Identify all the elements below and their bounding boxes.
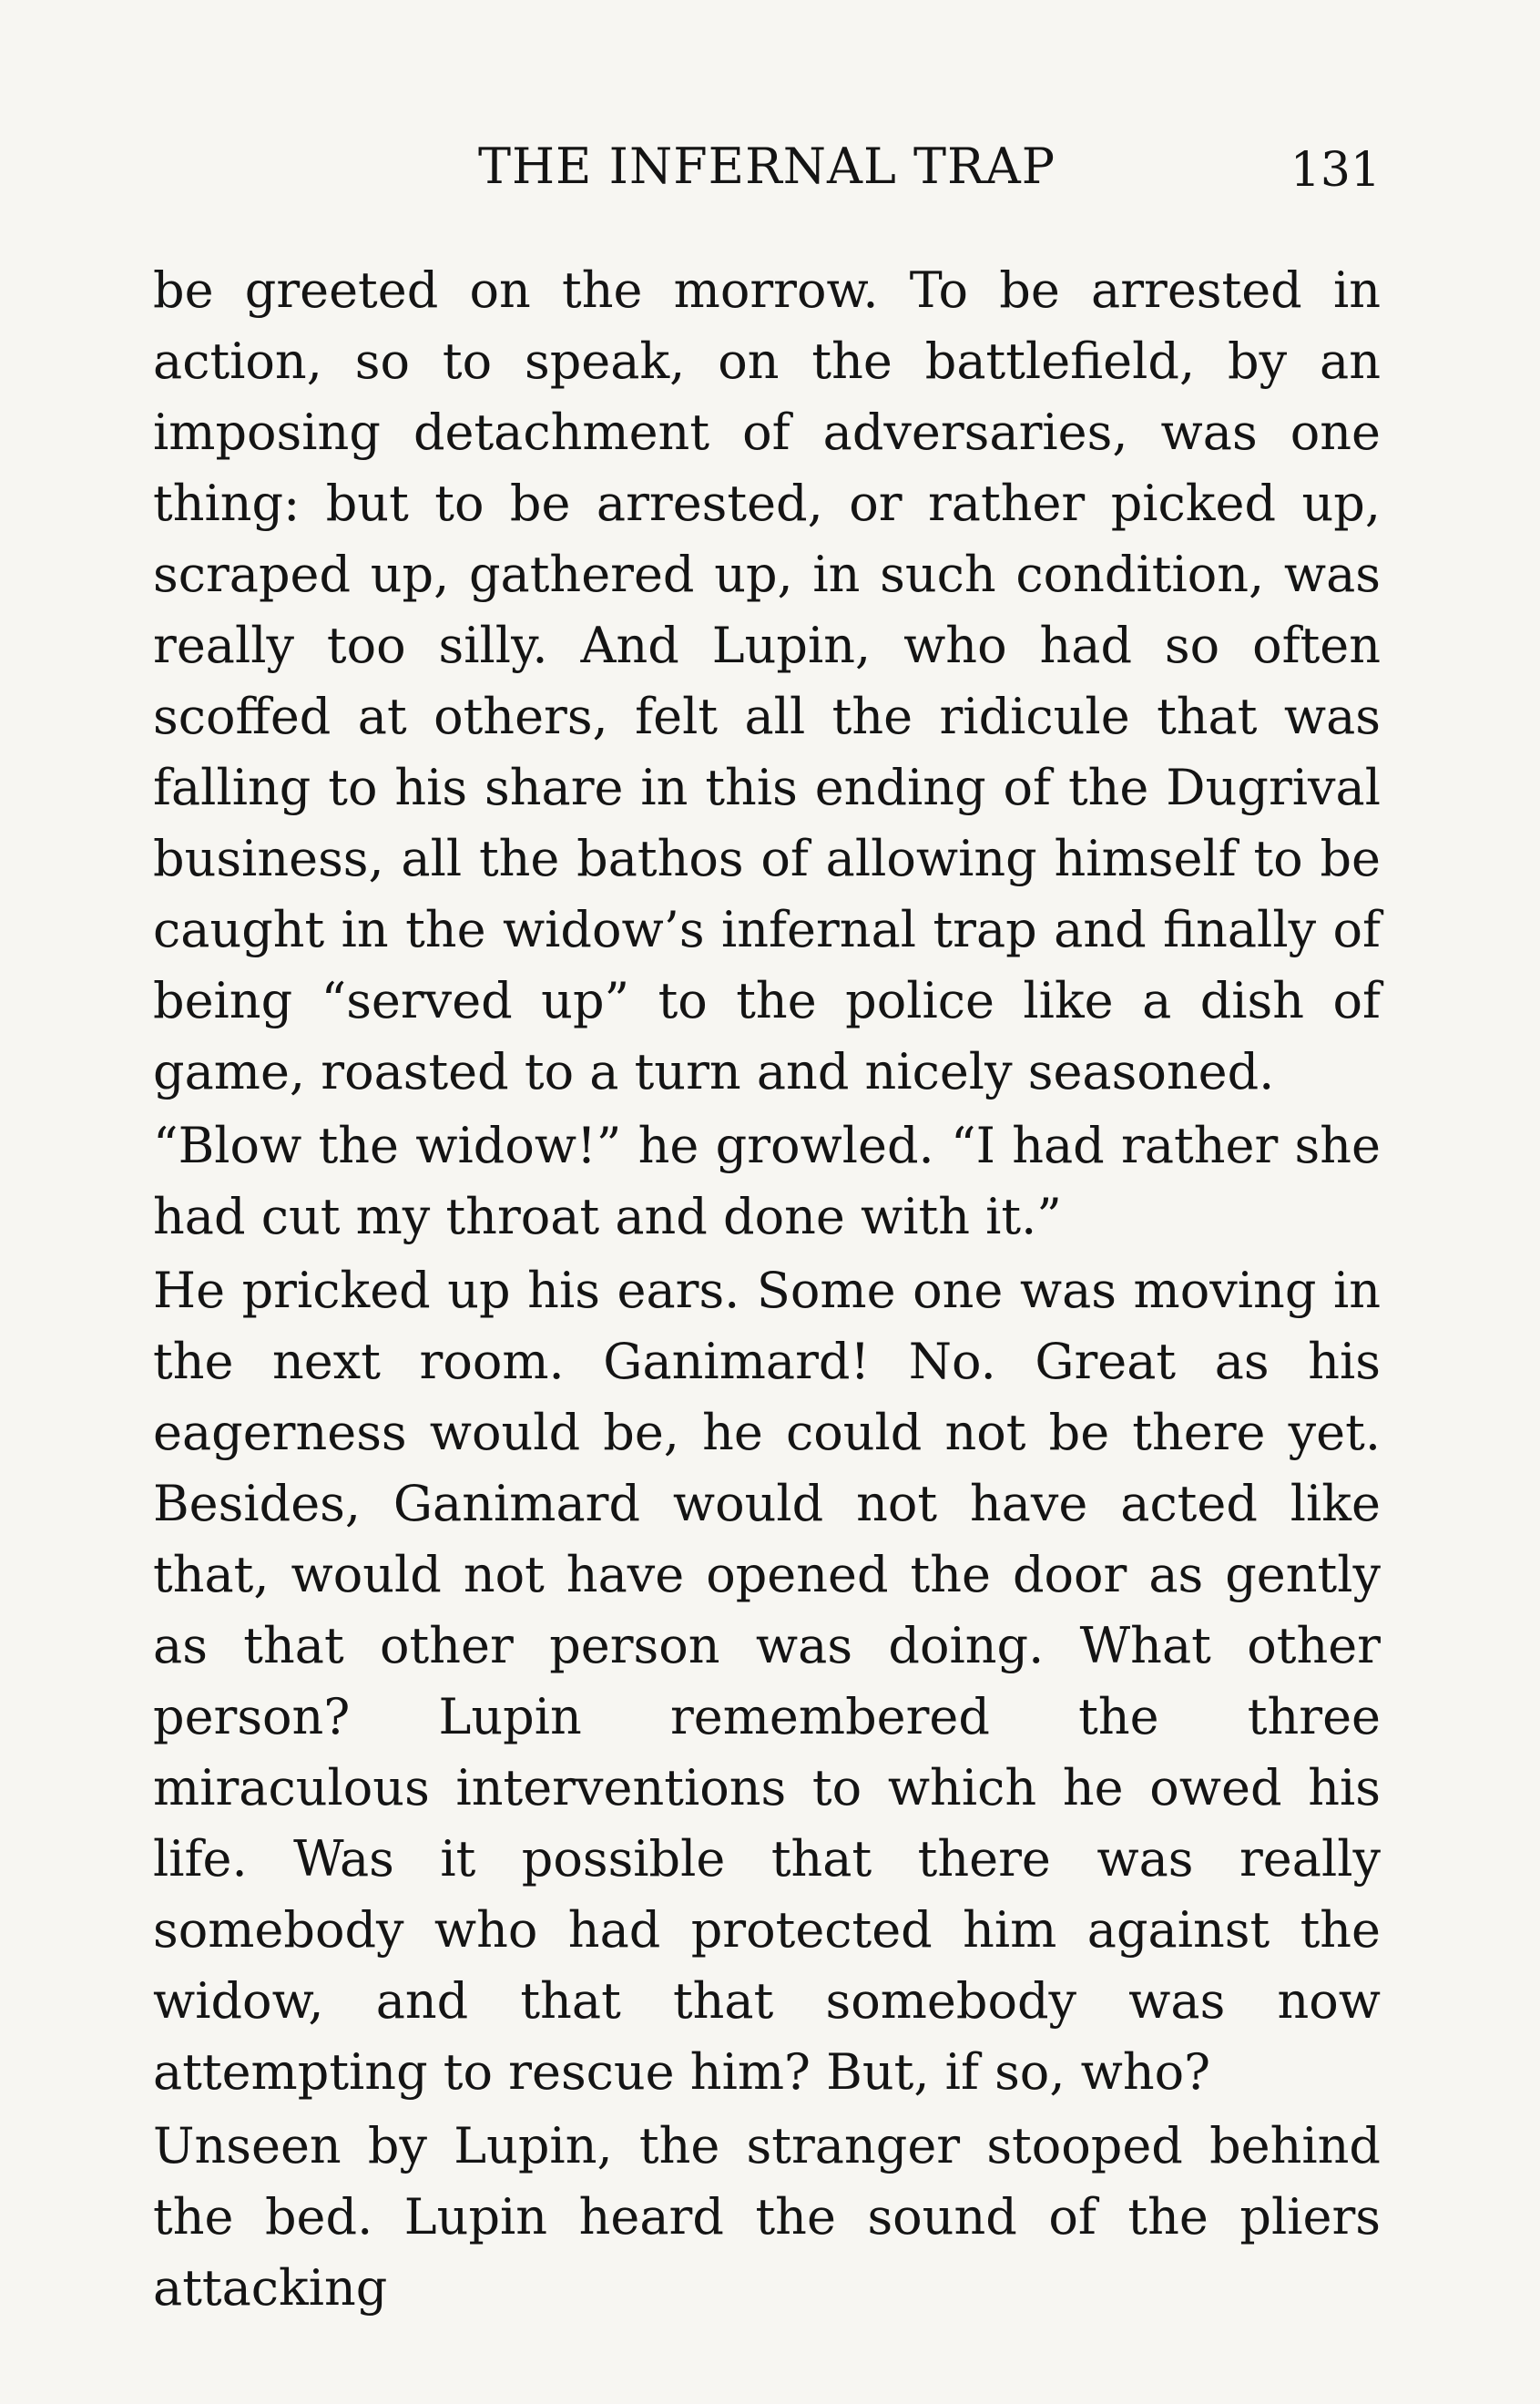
paragraph-2: “Blow the widow!” he growled. “I had rather she had cut my throat and done with it.” (153, 1117, 1381, 1245)
paragraph-4: Unseen by Lupin, the stranger stooped behind the bed. Lupin heard the sound of the pliers attacking (153, 2117, 1381, 2317)
body-text (153, 255, 1381, 2327)
running-title: THE INFERNAL TRAP (477, 138, 1056, 195)
paragraph-3: He pricked up his ears. Some one was moving in the next room. Ganimard! No. Great as his eagerness would be, he could not be there yet. Besides, Ganimard would not have acted like that, would not have opened the door as gently as that other person was doing. What other person? Lupin remembered the three miraculous interventions to which he owed his life. Was it possible that there was really somebody who had protected him against the widow, and that that somebody was now attempting to rescue him? But, if so, who? (153, 1262, 1381, 2101)
page-number: 131 (1290, 143, 1381, 198)
paragraph-1: be greeted on the morrow. To be arrested in action, so to speak, on the battlefield, by an imposing detachment of adversaries, was one thing: but to be arrested, or rather picked up, scraped up, gathered up, in such condition, was really too silly. And Lupin, who had so often scoffed at others, felt all the ridicule that was falling to his share in this ending of the Dugrival business, all the bathos of allowing himself to be caught in the widow’s infernal trap and finally of being “served up” to the police like a dish of game, roasted to a turn and nicely seasoned. (153, 261, 1381, 1100)
page-header (153, 135, 1381, 199)
